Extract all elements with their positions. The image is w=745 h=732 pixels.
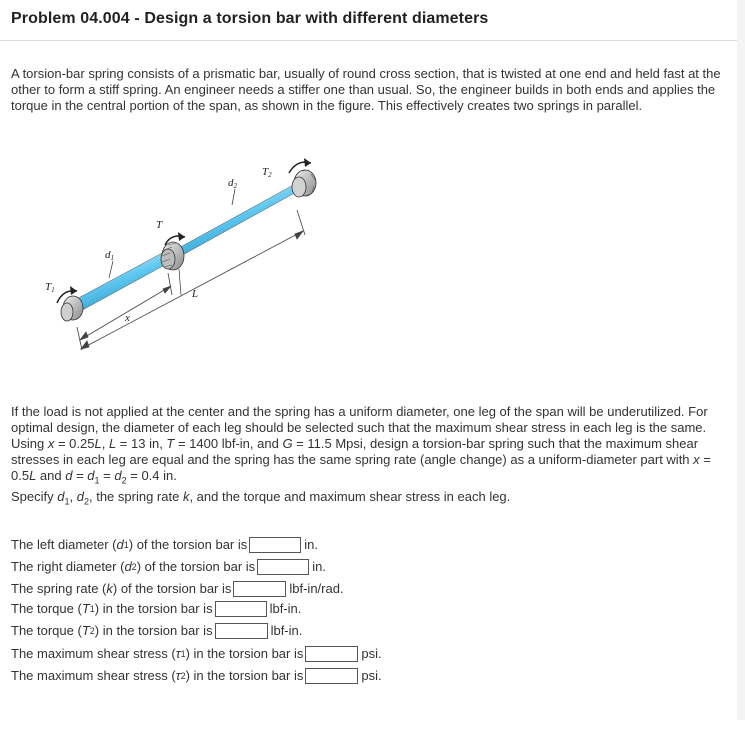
- torque-arrows: [57, 162, 311, 303]
- question-spring-rate: The spring rate ( k ) of the torsion bar is lbf-in/rad.: [11, 581, 344, 596]
- title-divider: [0, 40, 745, 41]
- fig-label-d1: d1: [105, 249, 114, 262]
- intro-paragraph: A torsion-bar spring consists of a prismatic bar, usually of round cross section, that is twisted at one end and held fast at the other to form a stiff spring. An engineer needs a stiffer one than usual. So, the engineer builds in both ends and applies the torque in the central portion of the span, as shown in the figure. This effectively creates two springs in parallel.: [11, 66, 721, 113]
- middle-torque-collar: [161, 242, 184, 270]
- shaft-right: [175, 183, 300, 257]
- problem-statement: If the load is not applied at the center and the spring has a uniform diameter, one leg of the span will be underutilized. For optimal design, the diameter of each leg should be selected such that the maximum shear stress in each leg is the same. Using x = 0.25L, L = 13 in, T = 1400 lbf-in, and G = 11.5 Mpsi, design a torsion-bar spring such that the maximum shear stresses in each leg are equal and the spring has the same spring rate (angle change) as a uniform-diameter part with x = 0.5L and $d = d_1 = d_2 = 0.4$ in. Specify $d_1$, $d_2$, the spring rate k, and the torque and maximum shear stress in each leg.: [11, 404, 711, 507]
- left-end-cap: [61, 296, 83, 321]
- right-diameter-input[interactable]: [257, 559, 309, 575]
- left-diameter-input[interactable]: [249, 537, 301, 553]
- question-right-diameter: The right diameter ( d 2 ) of the torsion bar is in.: [11, 559, 326, 574]
- fig-label-x: x: [125, 312, 130, 324]
- page-title: Problem 04.004 - Design a torsion bar with different diameters: [11, 10, 489, 27]
- shear-stress-2-input[interactable]: [305, 668, 358, 684]
- fig-label-T: T: [156, 219, 163, 231]
- spring-rate-input[interactable]: [233, 581, 286, 597]
- right-end-cap: [292, 170, 316, 197]
- question-left-diameter: The left diameter ( d 1 ) of the torsion bar is in.: [11, 537, 318, 552]
- torque-t1-input[interactable]: [215, 601, 267, 617]
- fig-label-L: L: [192, 288, 199, 300]
- fig-label-d2: d2: [228, 177, 237, 190]
- shaft-left: [71, 251, 172, 313]
- question-torque-t1: The torque ( T 1 ) in the torsion bar is lbf-in.: [11, 601, 302, 616]
- fig-label-T1: T1: [45, 281, 55, 294]
- dimension-lines: [77, 210, 305, 350]
- torque-t2-input[interactable]: [215, 623, 268, 639]
- question-shear-stress-1: The maximum shear stress ( τ 1 ) in the torsion bar is psi.: [11, 646, 382, 661]
- shear-stress-1-input[interactable]: [305, 646, 358, 662]
- torsion-bar-figure: [35, 155, 335, 360]
- vertical-scrollbar[interactable]: [737, 0, 745, 720]
- question-shear-stress-2: The maximum shear stress ( τ 2 ) in the torsion bar is psi.: [11, 668, 382, 683]
- fig-label-T2: T2: [262, 166, 272, 179]
- question-torque-t2: The torque ( T 2 ) in the torsion bar is lbf-in.: [11, 623, 303, 638]
